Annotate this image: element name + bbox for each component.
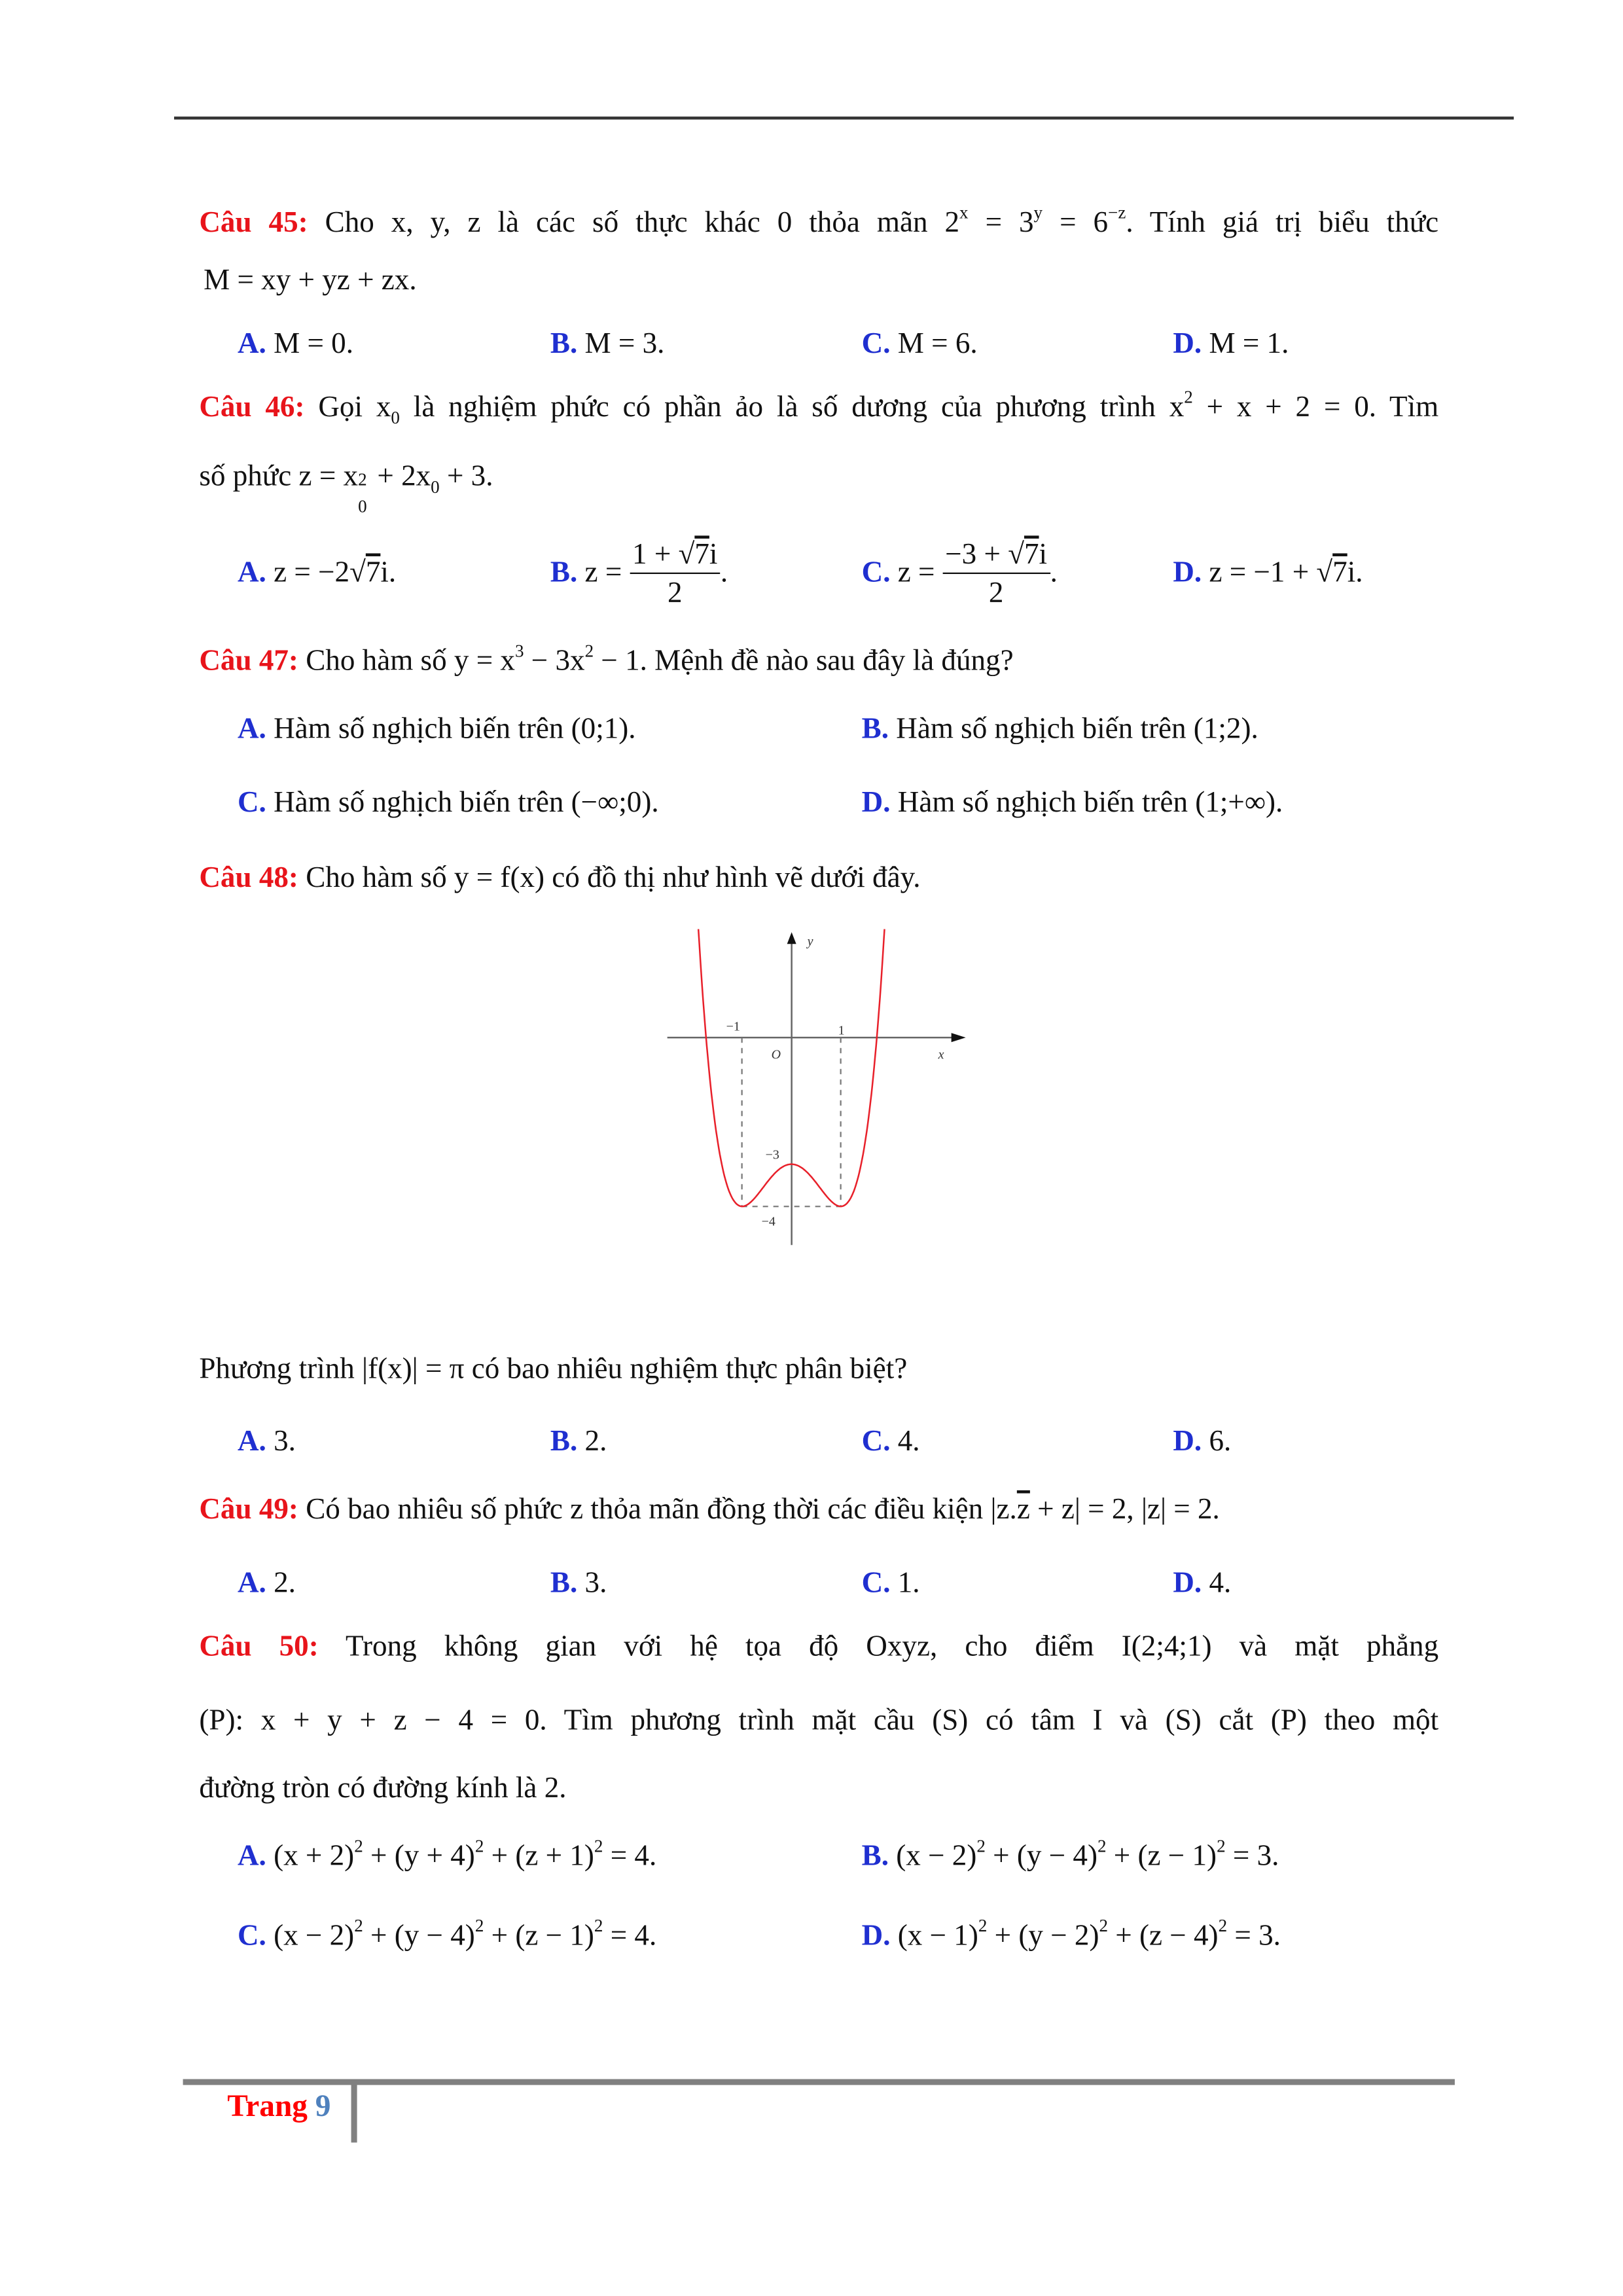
question-text: là nghiệm phức có phần ảo là số dương của phương trình bbox=[413, 391, 1156, 424]
math bbox=[376, 391, 400, 428]
question-text: Cho hàm số y = f(x) có đồ thị như hình vẽ dưới đây. bbox=[306, 861, 921, 895]
m: i. bbox=[1347, 556, 1363, 589]
footer-divider bbox=[351, 2083, 357, 2142]
m: + z| = 2, |z| = 2. bbox=[1029, 1493, 1220, 1526]
option-a[interactable] bbox=[238, 1422, 296, 1461]
question-text: M = xy + yz + zx. bbox=[204, 264, 417, 297]
m: = 3. bbox=[1227, 1920, 1281, 1952]
option-label: C. bbox=[861, 1567, 891, 1600]
math-equation bbox=[944, 202, 1439, 240]
option-d[interactable] bbox=[1173, 325, 1289, 363]
option-a[interactable] bbox=[238, 325, 353, 363]
question-50 bbox=[199, 1628, 1438, 1666]
question-48 bbox=[199, 859, 920, 897]
question-label: Câu 46: bbox=[199, 391, 305, 424]
page-number bbox=[227, 2087, 330, 2125]
question-text: Trong không gian với hệ tọa độ Oxyz, cho điểm I(2;4;1) và mặt phẳng bbox=[346, 1630, 1439, 1663]
denominator: 2 bbox=[988, 577, 1004, 609]
m: (x + 2) bbox=[274, 1840, 355, 1873]
m: + 3. bbox=[439, 460, 493, 493]
option-label: A. bbox=[237, 1425, 266, 1458]
option-label: C. bbox=[861, 1425, 891, 1458]
question-text: Cho x, y, z là các số thực khác 0 thỏa mãn bbox=[325, 206, 928, 240]
tick-label: −4 bbox=[761, 1214, 776, 1229]
exp: y bbox=[1033, 202, 1043, 223]
m: z = −2√ bbox=[274, 556, 366, 589]
x-axis-label: x bbox=[938, 1047, 944, 1062]
option-label: D. bbox=[1173, 1567, 1202, 1600]
option-label: B. bbox=[550, 1425, 578, 1458]
option-c[interactable] bbox=[238, 1917, 656, 1956]
footer-rule bbox=[183, 2079, 1455, 2085]
option-label: D. bbox=[1173, 1425, 1202, 1458]
m: + (y − 2) bbox=[987, 1920, 1099, 1952]
option-label: C. bbox=[861, 556, 891, 589]
option-text: Hàm số nghịch biến trên (1;+∞). bbox=[897, 786, 1283, 819]
option-label: B. bbox=[550, 327, 578, 361]
x-axis-arrow-icon bbox=[952, 1033, 966, 1042]
m: + (z + 1) bbox=[484, 1840, 594, 1873]
option-label: D. bbox=[1173, 556, 1202, 589]
option-text: 2. bbox=[584, 1425, 607, 1458]
exp: 3 bbox=[514, 640, 524, 662]
option-label: B. bbox=[550, 1567, 578, 1600]
math-equation bbox=[1169, 386, 1439, 424]
radicand: 7 bbox=[694, 538, 709, 571]
page-num: 9 bbox=[315, 2088, 331, 2124]
fraction bbox=[630, 537, 721, 612]
m: + 2x bbox=[370, 460, 431, 493]
exp: 2 bbox=[474, 1915, 484, 1936]
tick-label: −3 bbox=[765, 1147, 779, 1162]
option-b[interactable] bbox=[550, 325, 665, 363]
exp: 2 bbox=[1218, 1915, 1228, 1936]
m: + (y − 4) bbox=[363, 1920, 475, 1952]
m: Cho hàm số y = x bbox=[306, 645, 515, 677]
question-label: Câu 45: bbox=[199, 206, 308, 240]
m: = 3 bbox=[968, 206, 1034, 240]
question-label: Câu 49: bbox=[199, 1493, 298, 1526]
tick-label: 1 bbox=[838, 1023, 845, 1038]
option-text: 3. bbox=[274, 1425, 296, 1458]
option-text: 4. bbox=[897, 1425, 920, 1458]
m: + (z − 4) bbox=[1108, 1920, 1219, 1952]
sub: 0 bbox=[391, 407, 400, 428]
exp: −z bbox=[1108, 202, 1126, 223]
option-label: A. bbox=[237, 1840, 266, 1873]
exp: 2 bbox=[1184, 386, 1193, 408]
question-text: đường tròn có đường kính là 2. bbox=[199, 1772, 567, 1805]
header-rule bbox=[174, 117, 1514, 120]
exp: 2 bbox=[474, 1835, 484, 1857]
m: 2 bbox=[944, 206, 960, 240]
option-b[interactable] bbox=[550, 1564, 607, 1603]
m: 1 + √ bbox=[632, 538, 695, 571]
y-axis-label: y bbox=[807, 934, 813, 949]
option-d[interactable] bbox=[1173, 1564, 1231, 1603]
question-45 bbox=[199, 204, 1438, 242]
option-text: 2. bbox=[274, 1567, 296, 1600]
option-label: A. bbox=[237, 712, 266, 745]
question-49 bbox=[199, 1490, 1219, 1529]
exp: 2 bbox=[354, 1835, 363, 1857]
option-label: B. bbox=[861, 712, 889, 745]
option-label: D. bbox=[1173, 327, 1202, 361]
m: |z. bbox=[990, 1493, 1017, 1526]
option-label: C. bbox=[237, 1920, 266, 1952]
option-text: 3. bbox=[584, 1567, 607, 1600]
m: số phức z = x bbox=[199, 460, 359, 493]
option-a[interactable] bbox=[238, 1837, 656, 1876]
m: = 6 bbox=[1043, 206, 1109, 240]
option-c[interactable] bbox=[862, 1564, 920, 1603]
m: = 4. bbox=[603, 1920, 657, 1952]
option-b[interactable] bbox=[862, 709, 1258, 748]
question-text: (P): x + y + z − 4 = 0. Tìm phương trình mặt cầu (S) có tâm I và (S) cắt (P) theo một bbox=[199, 1704, 1439, 1737]
conjugate: $\overline{z}$ bbox=[1016, 1493, 1030, 1526]
m: z = −1 + √ bbox=[1209, 556, 1333, 589]
m: − 3x bbox=[524, 645, 585, 677]
m: + x + 2 = 0. Tìm bbox=[1192, 391, 1439, 424]
question-text: Phương trình |f(x)| = π có bao nhiêu nghiệm thực phân biệt? bbox=[199, 1353, 908, 1386]
radicand: 7 bbox=[1332, 556, 1347, 589]
m: (x − 1) bbox=[897, 1920, 978, 1952]
option-d[interactable] bbox=[862, 783, 1283, 822]
option-text: M = 3. bbox=[584, 327, 665, 361]
question-text: Có bao nhiêu số phức z thỏa mãn đồng thời các điều kiện bbox=[306, 1493, 991, 1526]
option-text: Hàm số nghịch biến trên (−∞;0). bbox=[274, 786, 659, 819]
exp: 2 bbox=[594, 1835, 603, 1857]
exp: 2 bbox=[584, 640, 594, 662]
exp: 2 bbox=[1217, 1835, 1226, 1857]
option-text: M = 1. bbox=[1209, 327, 1289, 361]
m: . bbox=[1050, 556, 1058, 589]
question-text: Gọi bbox=[318, 391, 363, 424]
m: + (y − 4) bbox=[985, 1840, 1097, 1873]
option-b[interactable] bbox=[550, 1422, 607, 1461]
option-b[interactable] bbox=[862, 1837, 1279, 1876]
option-d[interactable] bbox=[1173, 1422, 1231, 1461]
question-text: . Tính giá trị biểu thức bbox=[1126, 206, 1439, 240]
sub: 0 bbox=[431, 476, 440, 497]
exp: 2 bbox=[978, 1915, 988, 1936]
m: + (y + 4) bbox=[363, 1840, 475, 1873]
option-text: Hàm số nghịch biến trên (0;1). bbox=[274, 712, 636, 745]
m: i. bbox=[380, 556, 397, 589]
exp: 2 bbox=[1097, 1835, 1107, 1857]
m: (x − 2) bbox=[274, 1920, 355, 1952]
y-axis-arrow-icon bbox=[787, 932, 796, 944]
radicand: 7 bbox=[365, 556, 381, 589]
origin-label: O bbox=[771, 1047, 781, 1062]
option-text: M = 6. bbox=[897, 327, 978, 361]
radicand: 7 bbox=[1024, 538, 1039, 571]
question-46 bbox=[199, 388, 1438, 427]
m: + (z − 1) bbox=[1106, 1840, 1217, 1873]
m: x bbox=[1169, 391, 1185, 424]
question-label: Câu 48: bbox=[199, 861, 298, 895]
m: = 3. bbox=[1225, 1840, 1279, 1873]
option-label: A. bbox=[237, 1567, 266, 1600]
exp: 2 bbox=[1099, 1915, 1109, 1936]
denominator: 2 bbox=[667, 577, 683, 609]
m: − 1. Mệnh đề nào sau đây là đúng? bbox=[594, 645, 1014, 677]
m: −3 + √ bbox=[945, 538, 1024, 571]
option-a[interactable] bbox=[238, 1564, 296, 1603]
fraction bbox=[942, 537, 1050, 612]
option-label: C. bbox=[237, 786, 266, 819]
function-graph bbox=[656, 918, 997, 1323]
m: x bbox=[376, 391, 391, 424]
option-text: 1. bbox=[897, 1567, 920, 1600]
exp: 2 bbox=[594, 1915, 603, 1936]
question-47 bbox=[199, 642, 1013, 681]
option-label: D. bbox=[861, 1920, 891, 1952]
option-text: 6. bbox=[1209, 1425, 1232, 1458]
option-c[interactable] bbox=[862, 534, 1058, 612]
option-a[interactable] bbox=[238, 553, 396, 592]
option-a[interactable] bbox=[238, 709, 636, 748]
tick-label: −1 bbox=[726, 1019, 740, 1034]
option-label: B. bbox=[550, 556, 578, 589]
option-b[interactable] bbox=[550, 534, 728, 612]
option-label: C. bbox=[861, 327, 891, 361]
option-c[interactable] bbox=[862, 1422, 920, 1461]
option-label: D. bbox=[861, 786, 891, 819]
option-label: A. bbox=[237, 327, 266, 361]
option-label: A. bbox=[237, 556, 266, 589]
option-c[interactable] bbox=[862, 325, 978, 363]
option-c[interactable] bbox=[238, 783, 659, 822]
question-label: Câu 47: bbox=[199, 645, 298, 677]
exp: x bbox=[959, 202, 969, 223]
m: . bbox=[720, 556, 728, 589]
option-text: 4. bbox=[1209, 1567, 1232, 1600]
m: + (z − 1) bbox=[484, 1920, 594, 1952]
option-d[interactable] bbox=[1173, 553, 1363, 592]
m: i bbox=[709, 538, 718, 571]
exp: 2 bbox=[354, 1915, 363, 1936]
option-label: B. bbox=[861, 1840, 889, 1873]
option-text: Hàm số nghịch biến trên (1;2). bbox=[896, 712, 1258, 745]
m: z = bbox=[584, 556, 630, 589]
option-d[interactable] bbox=[862, 1917, 1281, 1956]
m: = 4. bbox=[603, 1840, 657, 1873]
exp: 2 bbox=[976, 1835, 986, 1857]
m: (x − 2) bbox=[896, 1840, 977, 1873]
m: i bbox=[1039, 538, 1048, 571]
question-text: số phức z = x 2 0 + $2x_0 + 3$. bbox=[199, 460, 493, 517]
page-word: Trang bbox=[227, 2088, 308, 2124]
m: z = bbox=[897, 556, 942, 589]
option-text: M = 0. bbox=[274, 327, 353, 361]
question-label: Câu 50: bbox=[199, 1630, 319, 1663]
